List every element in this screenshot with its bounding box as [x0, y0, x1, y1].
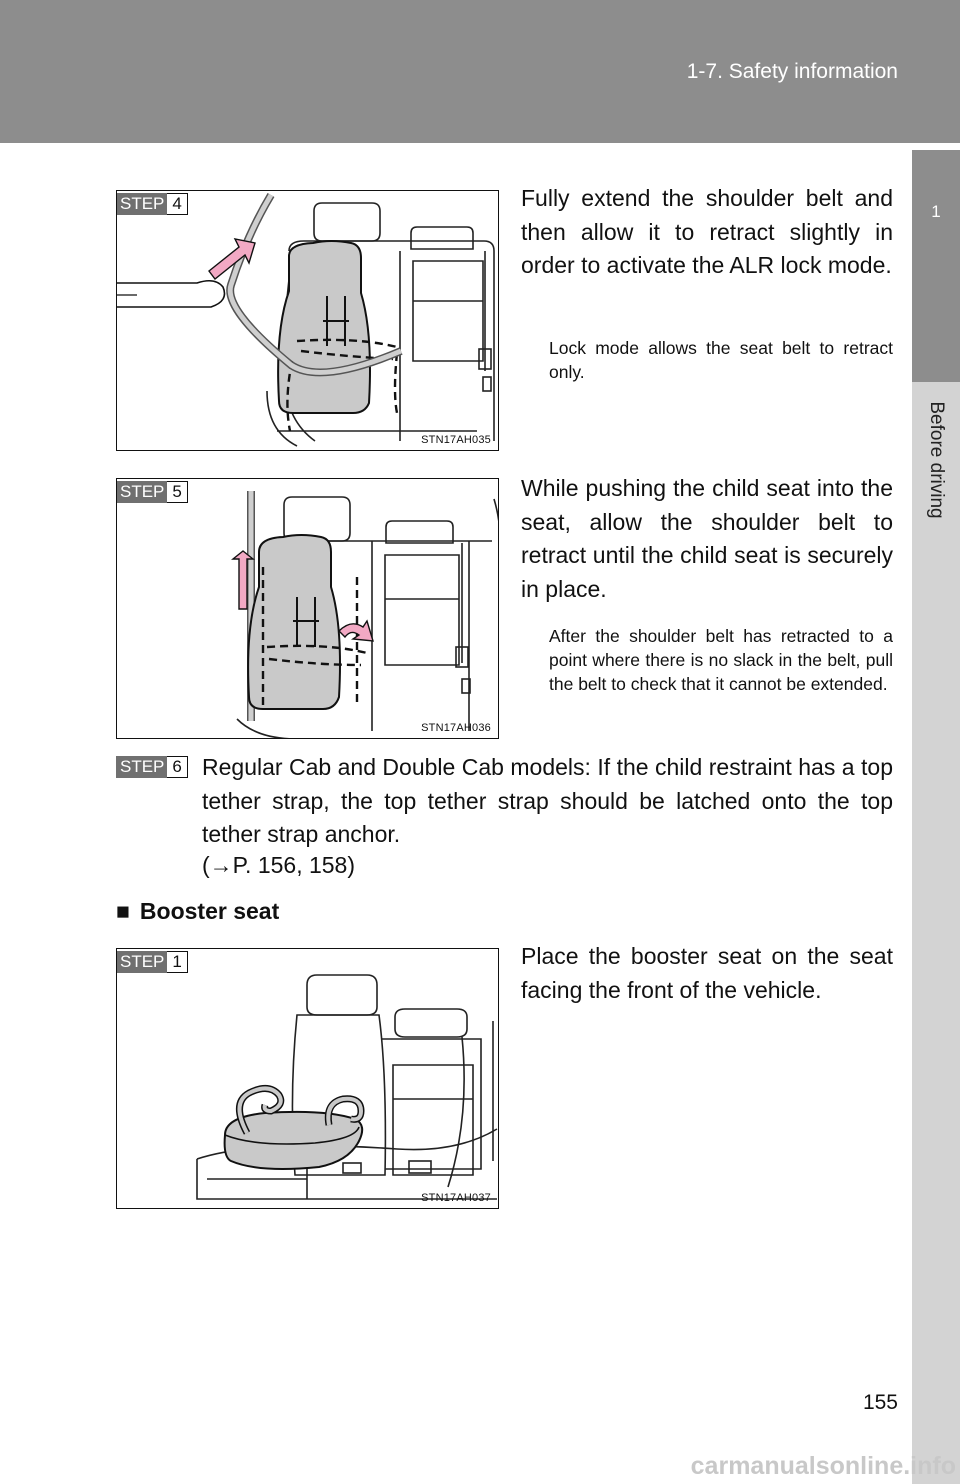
step-word: STEP [116, 756, 167, 778]
section-title: 1-7. Safety information [686, 60, 898, 83]
booster-step-text: Place the booster seat on the seat facing the front of the vehicle. [521, 943, 893, 1003]
page-number: 155 [862, 1391, 898, 1414]
arrow-icon [339, 621, 373, 641]
step4-note: Lock mode allows the seat belt to retract only. [549, 338, 893, 382]
watermark: carmanualsonline.info [690, 1452, 956, 1480]
step-word: STEP [117, 193, 167, 215]
chapter-strip [912, 382, 960, 1484]
step4-text: Fully extend the shoulder belt and then allow it to retract slightly in order to activate the ALR lock mode. [521, 185, 893, 278]
booster-figure [116, 948, 499, 1209]
figure-code: STN17AH037 [421, 1192, 491, 1204]
step-number: 1 [167, 951, 187, 973]
figure-code: STN17AH035 [421, 434, 491, 446]
child-seat-illustration [117, 479, 499, 739]
booster-seat-illustration [117, 949, 499, 1209]
step5-note: After the shoulder belt has retracted to a point where there is no slack in the belt, pull the belt to check that it cannot be extended. [549, 626, 893, 694]
step-number: 6 [167, 756, 187, 778]
chapter-tab[interactable] [912, 150, 960, 382]
figure-code: STN17AH036 [421, 722, 491, 734]
chapter-label: Before driving [926, 401, 947, 519]
step6-text: Regular Cab and Double Cab models: If the child restraint has a top tether strap, the top tether strap should be latched onto the top tether strap anchor. [202, 754, 893, 847]
section-heading [116, 898, 279, 925]
child-seat-illustration [117, 191, 499, 451]
step-word: STEP [117, 951, 167, 973]
section-marker: ■ [116, 898, 130, 924]
step5-figure [116, 478, 499, 739]
step6-badge [116, 756, 188, 778]
step5-text: While pushing the child seat into the seat, allow the shoulder belt to retract until the child seat is securely in place. [521, 475, 893, 602]
step-word: STEP [117, 481, 167, 503]
step-number: 5 [167, 481, 187, 503]
page-reference-link[interactable]: (→P. 156, 158) [202, 852, 356, 878]
header-bar [0, 0, 960, 143]
step4-figure [116, 190, 499, 451]
chapter-number: 1 [931, 202, 941, 221]
section-title: Booster seat [139, 898, 280, 924]
step-number: 4 [167, 193, 187, 215]
